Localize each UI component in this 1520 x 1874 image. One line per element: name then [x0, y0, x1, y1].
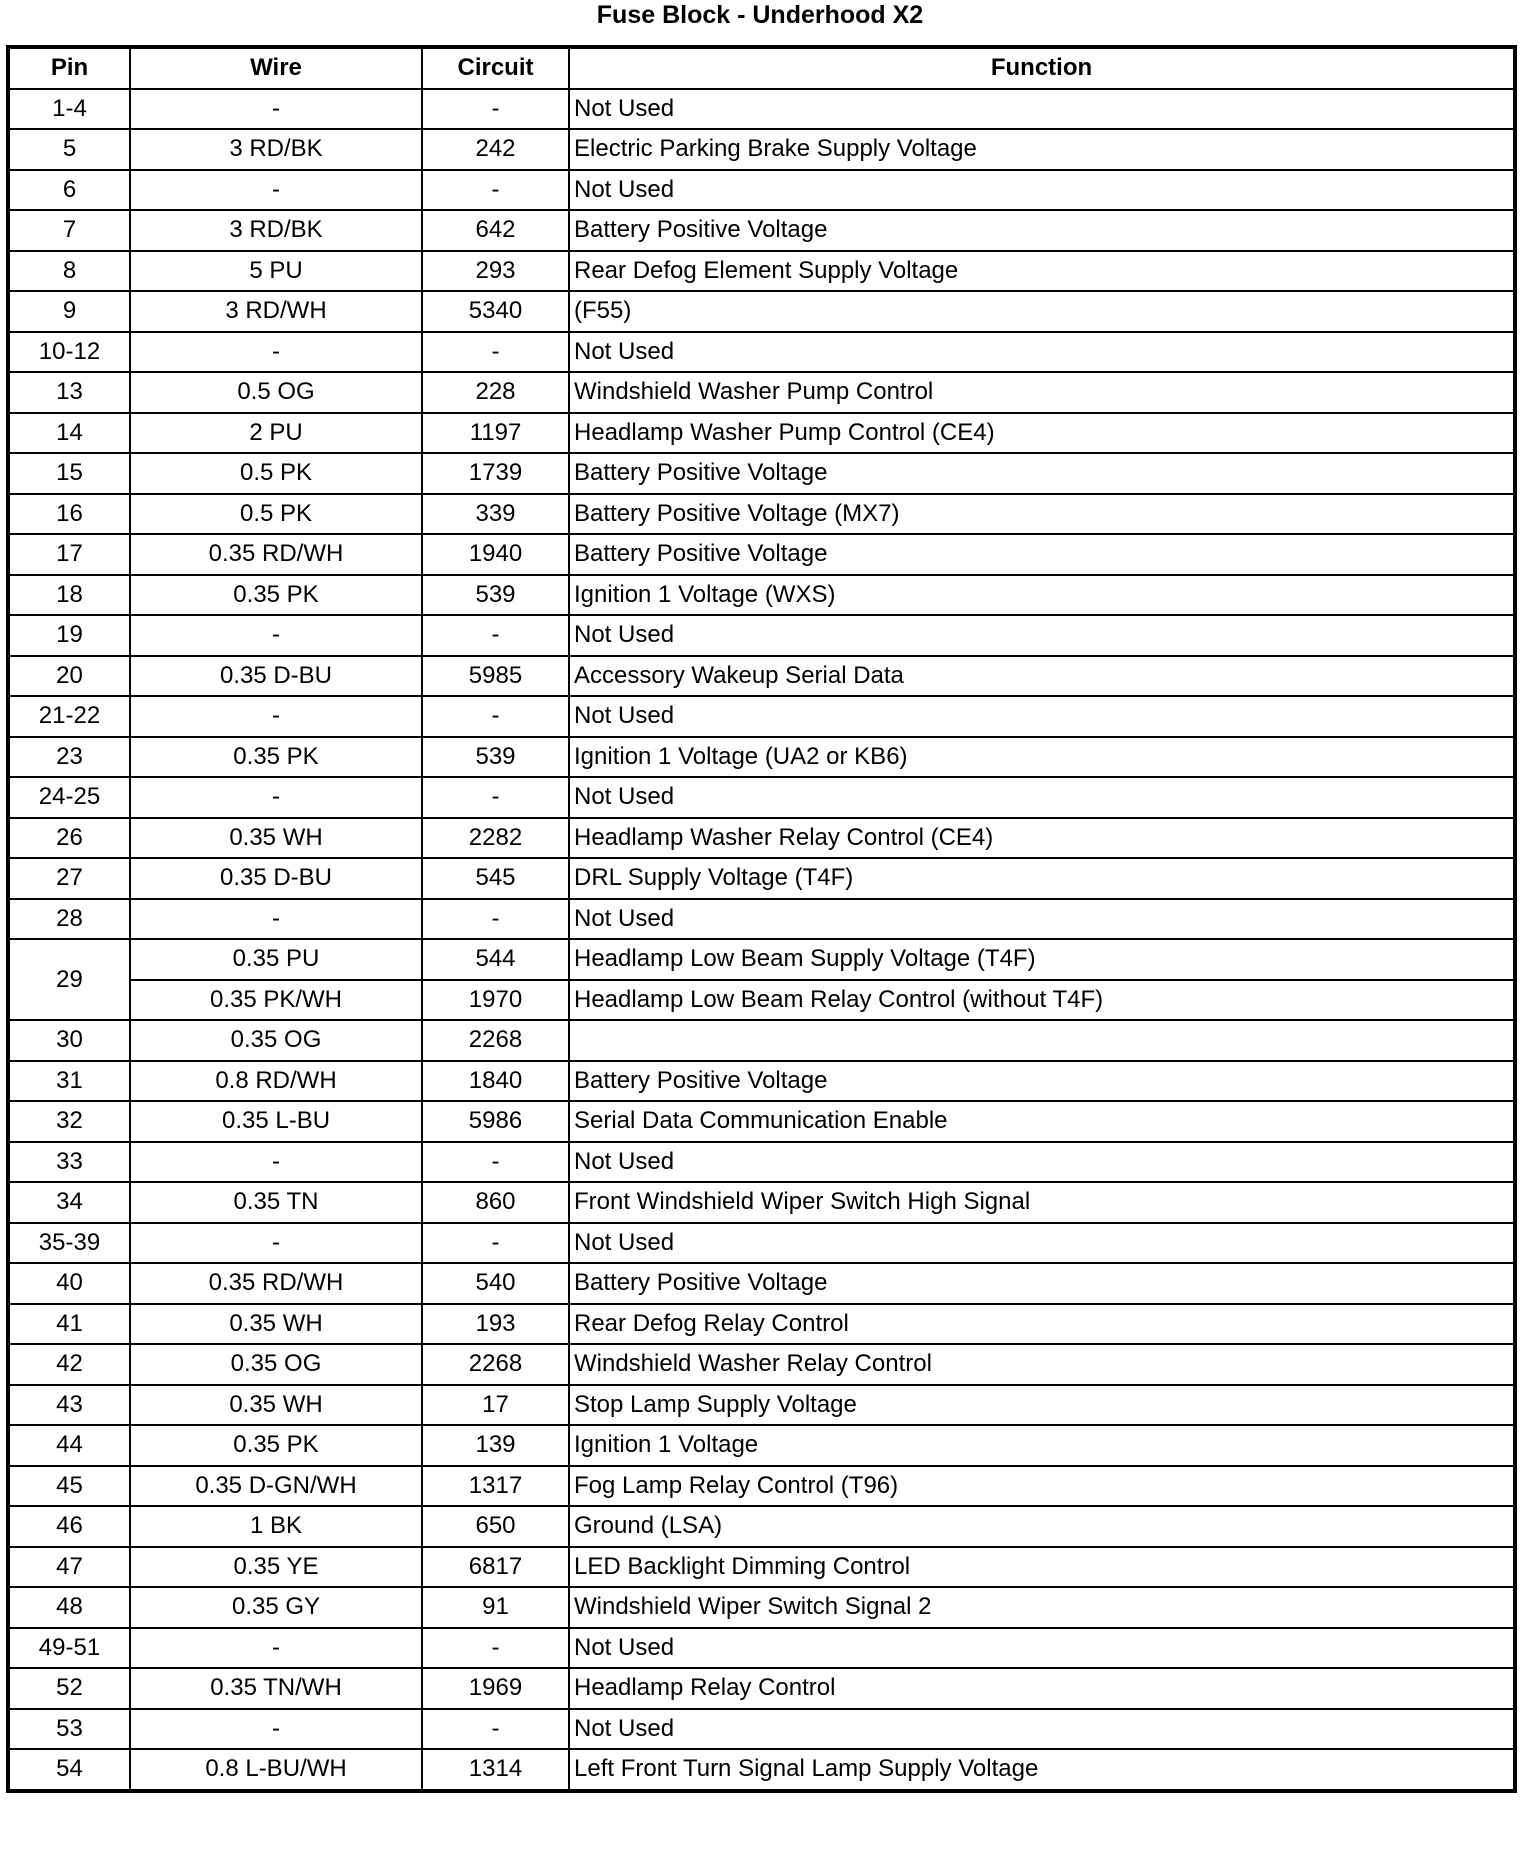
circuit-cell: 193	[422, 1304, 569, 1345]
wire-cell: 0.35 RD/WH	[130, 1263, 422, 1304]
function-cell: Not Used	[569, 1223, 1515, 1264]
table-row	[8, 1142, 1515, 1183]
table-row	[8, 899, 1515, 940]
pin-cell: 49-51	[8, 1628, 130, 1669]
page-title: Fuse Block - Underhood X2	[596, 1, 924, 29]
table-row	[8, 1466, 1515, 1507]
wire-cell: 0.35 WH	[130, 1385, 422, 1426]
function-cell: Battery Positive Voltage	[569, 210, 1515, 251]
circuit-cell: 540	[422, 1263, 569, 1304]
pin-cell: 26	[8, 818, 130, 859]
pin-cell: 21-22	[8, 696, 130, 737]
pin-cell: 35-39	[8, 1223, 130, 1264]
function-cell: Battery Positive Voltage	[569, 1263, 1515, 1304]
table-row	[8, 1506, 1515, 1547]
circuit-cell: 1739	[422, 453, 569, 494]
table-row	[8, 858, 1515, 899]
pin-cell: 23	[8, 737, 130, 778]
function-cell: Not Used	[569, 899, 1515, 940]
function-cell: Headlamp Washer Pump Control (CE4)	[569, 413, 1515, 454]
pin-cell: 53	[8, 1709, 130, 1750]
circuit-cell: 1840	[422, 1061, 569, 1102]
function-cell: Battery Positive Voltage	[569, 534, 1515, 575]
table-row	[8, 656, 1515, 697]
wire-cell: -	[130, 89, 422, 130]
circuit-cell: 539	[422, 575, 569, 616]
wire-cell: 0.35 D-GN/WH	[130, 1466, 422, 1507]
function-cell: Headlamp Washer Relay Control (CE4)	[569, 818, 1515, 859]
circuit-cell: 1940	[422, 534, 569, 575]
circuit-cell: 5340	[422, 291, 569, 332]
wire-cell: 0.35 L-BU	[130, 1101, 422, 1142]
table-row	[8, 1182, 1515, 1223]
table-row	[8, 413, 1515, 454]
pin-cell: 1-4	[8, 89, 130, 130]
wire-cell: -	[130, 1142, 422, 1183]
wire-cell: 0.35 OG	[130, 1020, 422, 1061]
function-cell: Not Used	[569, 1709, 1515, 1750]
circuit-cell: -	[422, 1628, 569, 1669]
wire-cell: 0.35 OG	[130, 1344, 422, 1385]
circuit-cell: -	[422, 696, 569, 737]
table-row	[8, 1223, 1515, 1264]
pin-cell: 19	[8, 615, 130, 656]
pin-cell: 15	[8, 453, 130, 494]
circuit-cell: 650	[422, 1506, 569, 1547]
circuit-cell: 339	[422, 494, 569, 535]
pin-cell: 31	[8, 1061, 130, 1102]
wire-cell: -	[130, 777, 422, 818]
table-row	[8, 1385, 1515, 1426]
table-row	[8, 1304, 1515, 1345]
function-cell: Windshield Wiper Switch Signal 2	[569, 1587, 1515, 1628]
circuit-cell: -	[422, 615, 569, 656]
pin-cell: 14	[8, 413, 130, 454]
circuit-cell: -	[422, 1223, 569, 1264]
wire-cell: 0.5 OG	[130, 372, 422, 413]
wire-cell: 0.5 PK	[130, 453, 422, 494]
pin-cell: 33	[8, 1142, 130, 1183]
circuit-cell: -	[422, 899, 569, 940]
table-row	[8, 1344, 1515, 1385]
wire-cell: 0.35 PK	[130, 575, 422, 616]
wire-cell: 0.35 WH	[130, 1304, 422, 1345]
pin-cell: 54	[8, 1749, 130, 1791]
header-row	[8, 47, 1515, 89]
circuit-cell: -	[422, 170, 569, 211]
function-cell	[569, 1020, 1515, 1061]
table-row	[8, 494, 1515, 535]
function-cell: Not Used	[569, 170, 1515, 211]
wire-cell: 0.35 GY	[130, 1587, 422, 1628]
wire-cell: 0.35 D-BU	[130, 656, 422, 697]
pin-cell: 18	[8, 575, 130, 616]
function-cell: Not Used	[569, 777, 1515, 818]
function-cell: Electric Parking Brake Supply Voltage	[569, 129, 1515, 170]
function-cell: Not Used	[569, 696, 1515, 737]
table-row	[8, 1547, 1515, 1588]
pin-cell: 47	[8, 1547, 130, 1588]
wire-cell: 3 RD/BK	[130, 129, 422, 170]
pin-cell: 8	[8, 251, 130, 292]
pin-cell: 17	[8, 534, 130, 575]
wire-cell: 0.35 WH	[130, 818, 422, 859]
wire-cell: 0.35 PK/WH	[130, 980, 422, 1021]
wire-cell: 0.35 TN	[130, 1182, 422, 1223]
circuit-cell: 293	[422, 251, 569, 292]
function-cell: Headlamp Low Beam Relay Control (without T4F)	[569, 980, 1515, 1021]
function-cell: Headlamp Relay Control	[569, 1668, 1515, 1709]
table-row	[8, 939, 1515, 980]
function-cell: Serial Data Communication Enable	[569, 1101, 1515, 1142]
table-row	[8, 1668, 1515, 1709]
wire-cell: -	[130, 1709, 422, 1750]
circuit-cell: 544	[422, 939, 569, 980]
table-row	[8, 170, 1515, 211]
function-cell: Ground (LSA)	[569, 1506, 1515, 1547]
table-row	[8, 696, 1515, 737]
table-row	[8, 980, 1515, 1021]
wire-cell: 2 PU	[130, 413, 422, 454]
pin-cell: 48	[8, 1587, 130, 1628]
pin-table	[6, 45, 1517, 1793]
pin-cell: 24-25	[8, 777, 130, 818]
header-wire: Wire	[130, 47, 422, 89]
table-row	[8, 777, 1515, 818]
pin-cell: 16	[8, 494, 130, 535]
circuit-cell: 6817	[422, 1547, 569, 1588]
wire-cell: 5 PU	[130, 251, 422, 292]
function-cell: Fog Lamp Relay Control (T96)	[569, 1466, 1515, 1507]
header-pin: Pin	[8, 47, 130, 89]
wire-cell: 0.35 D-BU	[130, 858, 422, 899]
pin-cell: 44	[8, 1425, 130, 1466]
function-cell: Not Used	[569, 1628, 1515, 1669]
function-cell: Battery Positive Voltage	[569, 1061, 1515, 1102]
table-row	[8, 89, 1515, 130]
function-cell: LED Backlight Dimming Control	[569, 1547, 1515, 1588]
function-cell: Not Used	[569, 89, 1515, 130]
circuit-cell: 642	[422, 210, 569, 251]
function-cell: Stop Lamp Supply Voltage	[569, 1385, 1515, 1426]
function-cell: Battery Positive Voltage (MX7)	[569, 494, 1515, 535]
pin-cell: 7	[8, 210, 130, 251]
wire-cell: -	[130, 170, 422, 211]
circuit-cell: 545	[422, 858, 569, 899]
wire-cell: 1 BK	[130, 1506, 422, 1547]
wire-cell: -	[130, 1628, 422, 1669]
table-row	[8, 372, 1515, 413]
table-row	[8, 291, 1515, 332]
table-row	[8, 575, 1515, 616]
circuit-cell: 91	[422, 1587, 569, 1628]
function-cell: Battery Positive Voltage	[569, 453, 1515, 494]
function-cell: Ignition 1 Voltage (UA2 or KB6)	[569, 737, 1515, 778]
function-cell: Windshield Washer Relay Control	[569, 1344, 1515, 1385]
function-cell: Rear Defog Element Supply Voltage	[569, 251, 1515, 292]
pin-cell: 43	[8, 1385, 130, 1426]
circuit-cell: 860	[422, 1182, 569, 1223]
table-row	[8, 129, 1515, 170]
circuit-cell: -	[422, 1142, 569, 1183]
pin-cell: 10-12	[8, 332, 130, 373]
table-body	[8, 89, 1515, 1791]
table-row	[8, 1061, 1515, 1102]
pin-cell: 41	[8, 1304, 130, 1345]
table-row	[8, 534, 1515, 575]
pin-cell: 42	[8, 1344, 130, 1385]
wire-cell: 0.5 PK	[130, 494, 422, 535]
circuit-cell: 228	[422, 372, 569, 413]
pin-cell: 30	[8, 1020, 130, 1061]
table-row	[8, 1101, 1515, 1142]
circuit-cell: 1970	[422, 980, 569, 1021]
table-row	[8, 1425, 1515, 1466]
table-row	[8, 210, 1515, 251]
circuit-cell: -	[422, 89, 569, 130]
wire-cell: -	[130, 615, 422, 656]
function-cell: Windshield Washer Pump Control	[569, 372, 1515, 413]
table-row	[8, 453, 1515, 494]
wire-cell: 0.35 PK	[130, 1425, 422, 1466]
wire-cell: 0.35 RD/WH	[130, 534, 422, 575]
function-cell: Front Windshield Wiper Switch High Signal	[569, 1182, 1515, 1223]
circuit-cell: 2268	[422, 1344, 569, 1385]
table-row	[8, 1587, 1515, 1628]
wire-cell: 0.35 PU	[130, 939, 422, 980]
header-circuit: Circuit	[422, 47, 569, 89]
function-cell: Accessory Wakeup Serial Data	[569, 656, 1515, 697]
table-row	[8, 332, 1515, 373]
wire-cell: -	[130, 899, 422, 940]
wire-cell: 0.8 L-BU/WH	[130, 1749, 422, 1791]
function-cell: Not Used	[569, 332, 1515, 373]
circuit-cell: 2268	[422, 1020, 569, 1061]
function-cell: Not Used	[569, 1142, 1515, 1183]
function-cell: Ignition 1 Voltage	[569, 1425, 1515, 1466]
pin-cell: 13	[8, 372, 130, 413]
wire-cell: -	[130, 1223, 422, 1264]
circuit-cell: 2282	[422, 818, 569, 859]
table-row	[8, 1628, 1515, 1669]
circuit-cell: -	[422, 1709, 569, 1750]
circuit-cell: 242	[422, 129, 569, 170]
table-row	[8, 1709, 1515, 1750]
table-row	[8, 1263, 1515, 1304]
table-row	[8, 615, 1515, 656]
wire-cell: 0.35 YE	[130, 1547, 422, 1588]
function-cell: Not Used	[569, 615, 1515, 656]
function-cell: Left Front Turn Signal Lamp Supply Voltage	[569, 1749, 1515, 1791]
function-cell: (F55)	[569, 291, 1515, 332]
pin-cell: 46	[8, 1506, 130, 1547]
pin-cell: 34	[8, 1182, 130, 1223]
circuit-cell: -	[422, 332, 569, 373]
circuit-cell: 1314	[422, 1749, 569, 1791]
table-row	[8, 737, 1515, 778]
wire-cell: -	[130, 696, 422, 737]
wire-cell: 0.35 TN/WH	[130, 1668, 422, 1709]
circuit-cell: -	[422, 777, 569, 818]
wire-cell: 0.35 PK	[130, 737, 422, 778]
header-function: Function	[569, 47, 1515, 89]
circuit-cell: 1969	[422, 1668, 569, 1709]
circuit-cell: 1317	[422, 1466, 569, 1507]
table-row	[8, 251, 1515, 292]
function-cell: DRL Supply Voltage (T4F)	[569, 858, 1515, 899]
pin-cell: 9	[8, 291, 130, 332]
pin-cell: 28	[8, 899, 130, 940]
circuit-cell: 139	[422, 1425, 569, 1466]
pin-cell: 20	[8, 656, 130, 697]
function-cell: Ignition 1 Voltage (WXS)	[569, 575, 1515, 616]
wire-cell: 3 RD/BK	[130, 210, 422, 251]
circuit-cell: 539	[422, 737, 569, 778]
wire-cell: -	[130, 332, 422, 373]
function-cell: Rear Defog Relay Control	[569, 1304, 1515, 1345]
pin-cell: 29	[8, 939, 130, 1020]
circuit-cell: 1197	[422, 413, 569, 454]
pin-cell: 6	[8, 170, 130, 211]
wire-cell: 0.8 RD/WH	[130, 1061, 422, 1102]
wire-cell: 3 RD/WH	[130, 291, 422, 332]
circuit-cell: 17	[422, 1385, 569, 1426]
pin-cell: 40	[8, 1263, 130, 1304]
pin-cell: 32	[8, 1101, 130, 1142]
table-row	[8, 818, 1515, 859]
function-cell: Headlamp Low Beam Supply Voltage (T4F)	[569, 939, 1515, 980]
table-row	[8, 1020, 1515, 1061]
circuit-cell: 5986	[422, 1101, 569, 1142]
circuit-cell: 5985	[422, 656, 569, 697]
pin-cell: 45	[8, 1466, 130, 1507]
table-row	[8, 1749, 1515, 1791]
pin-cell: 5	[8, 129, 130, 170]
pin-cell: 52	[8, 1668, 130, 1709]
pin-cell: 27	[8, 858, 130, 899]
